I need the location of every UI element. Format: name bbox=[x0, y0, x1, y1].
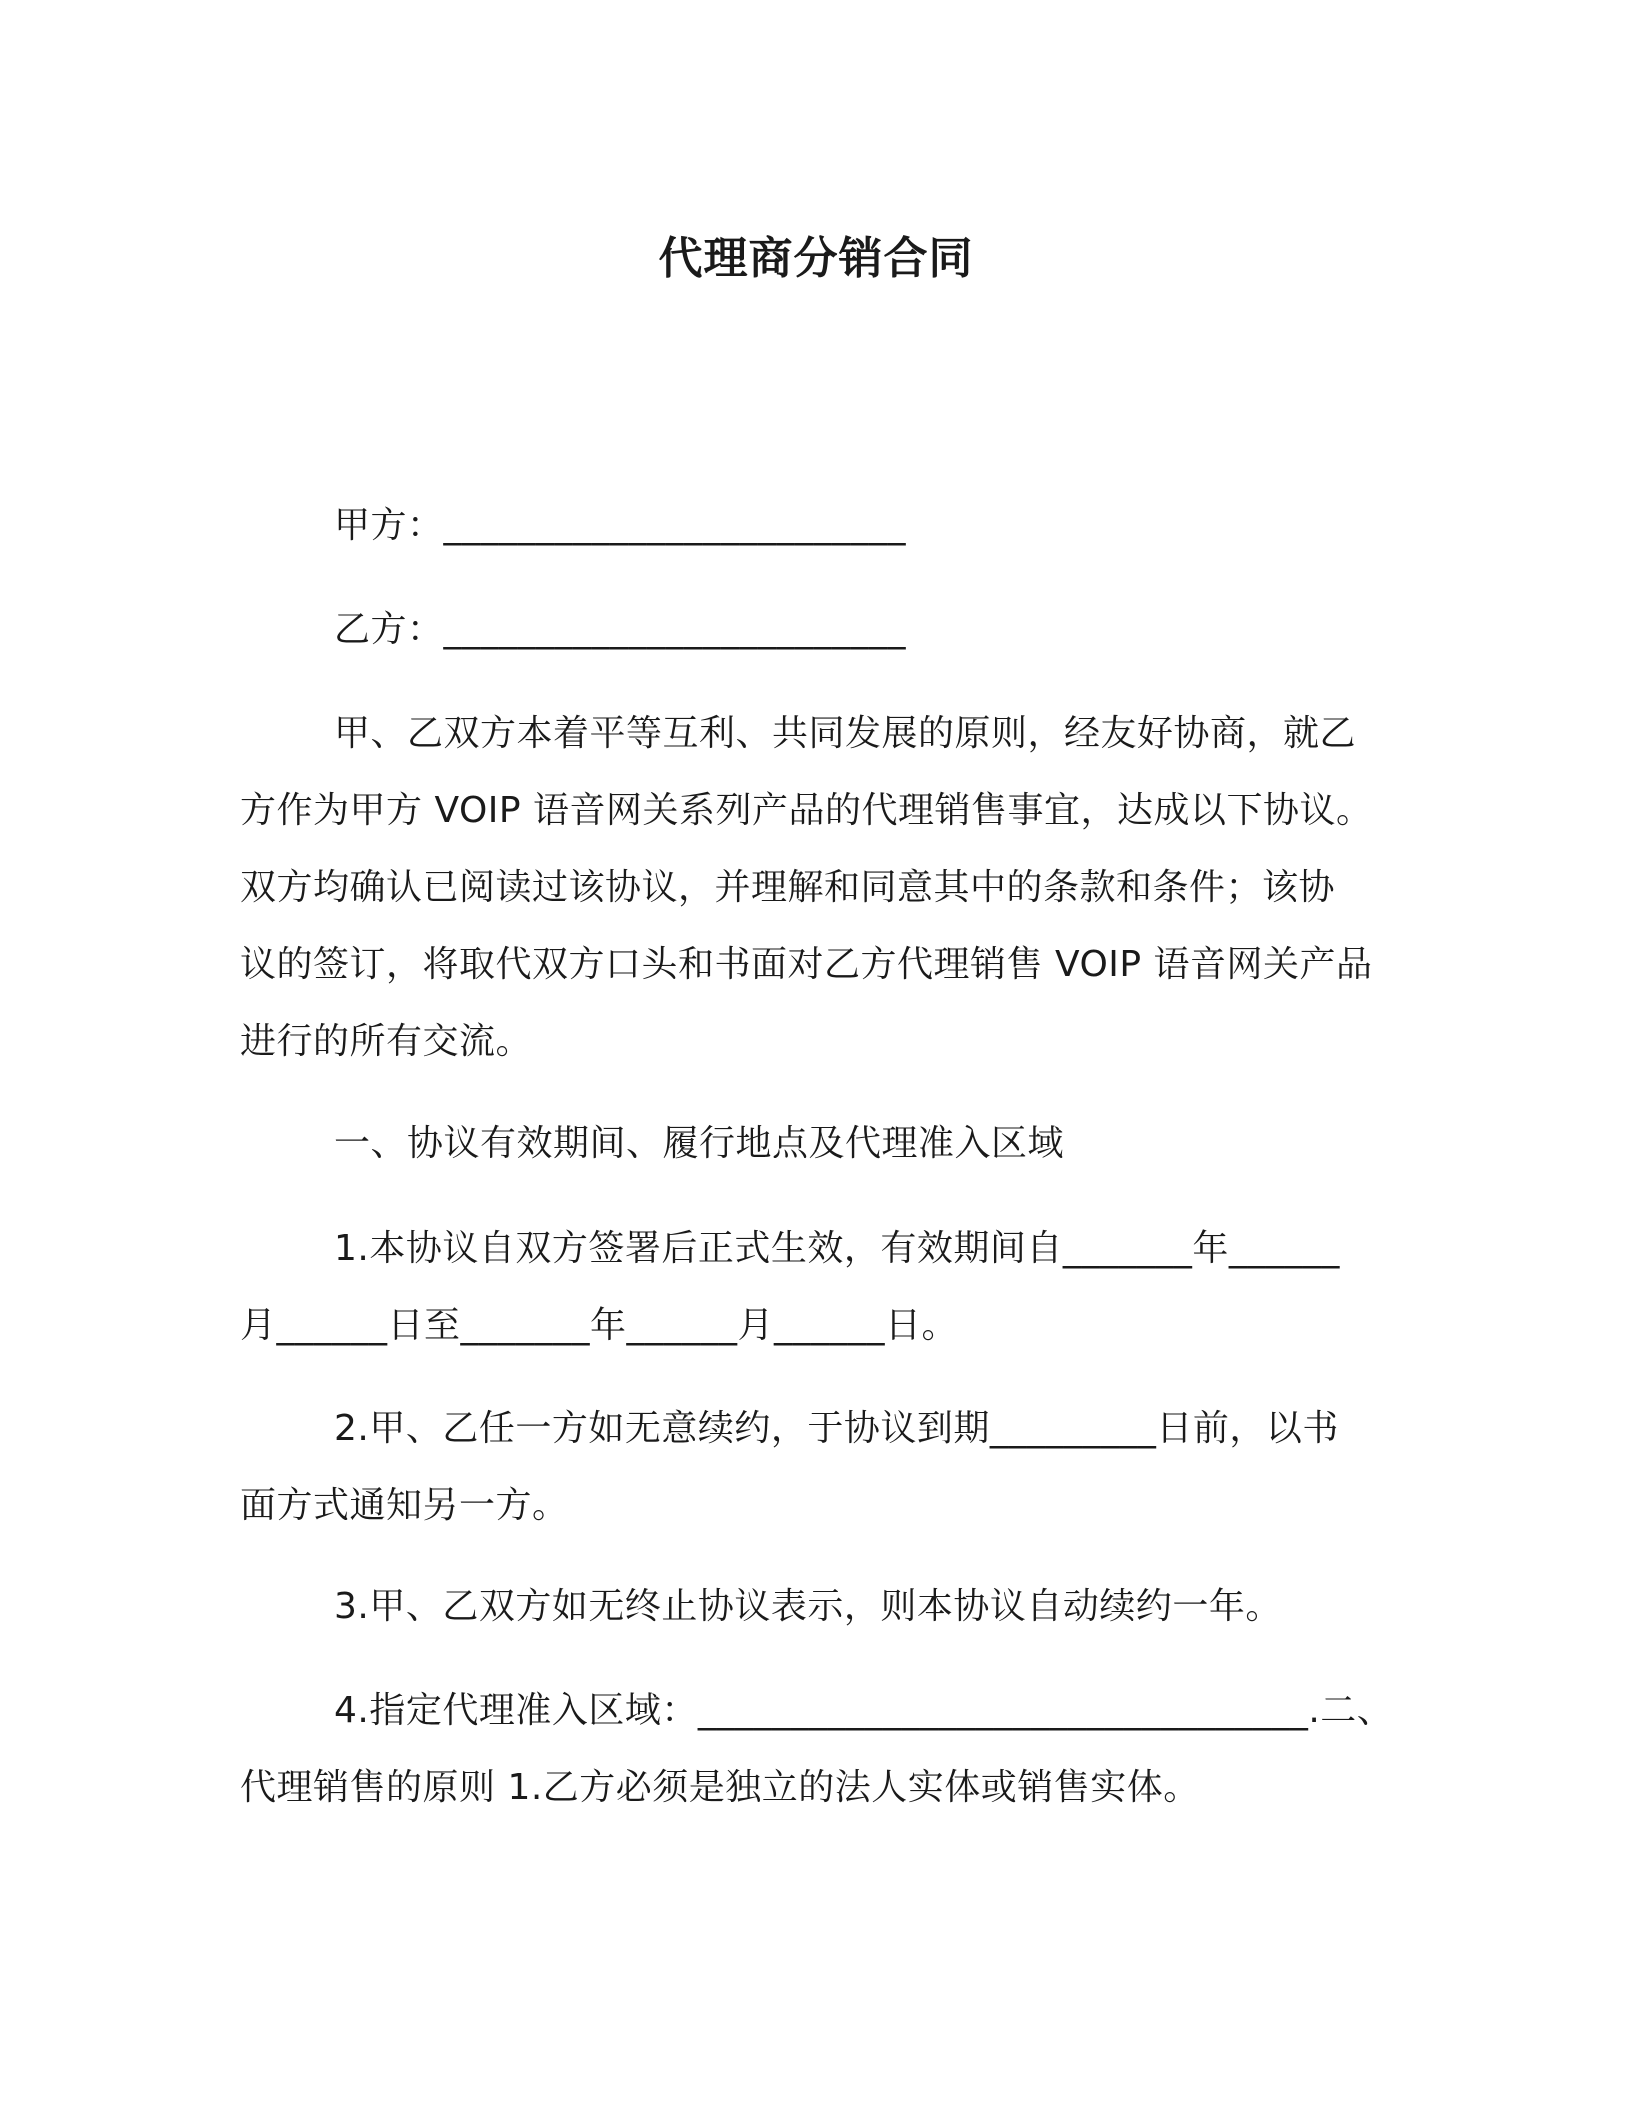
clause-3-line: 3.甲、乙双方如无终止协议表示，则本协议自动续约一年。 bbox=[334, 1586, 1282, 1627]
clause-1-line-2: 月______日至_______年______月______日。 bbox=[240, 1305, 959, 1346]
intro-line-1: 甲、乙双方本着平等互利、共同发展的原则，经友好协商，就乙 bbox=[334, 713, 1357, 754]
party-a-line: 甲方：_________________________ bbox=[334, 505, 907, 546]
intro-line-4: 议的签订，将取代双方口头和书面对乙方代理销售 VOIP 语音网关产品 bbox=[240, 944, 1373, 985]
intro-line-5: 进行的所有交流。 bbox=[240, 1021, 533, 1062]
document-title: 代理商分销合同 bbox=[658, 233, 974, 284]
party-b-line: 乙方：_________________________ bbox=[334, 609, 907, 650]
intro-line-3: 双方均确认已阅读过该协议，并理解和同意其中的条款和条件；该协 bbox=[240, 867, 1336, 908]
clause-4-line-2: 代理销售的原则 1.乙方必须是独立的法人实体或销售实体。 bbox=[240, 1767, 1200, 1808]
clause-1-line-1: 1.本协议自双方签署后正式生效，有效期间自_______年______ bbox=[334, 1228, 1340, 1269]
clause-2-line-2: 面方式通知另一方。 bbox=[240, 1485, 569, 1526]
intro-line-2: 方作为甲方 VOIP 语音网关系列产品的代理销售事宜，达成以下协议。 bbox=[240, 790, 1373, 831]
section-1-heading: 一、协议有效期间、履行地点及代理准入区域 bbox=[334, 1123, 1065, 1164]
clause-4-line-1: 4.指定代理准入区域：_________________________________.二、 bbox=[334, 1690, 1394, 1731]
clause-2-line-1: 2.甲、乙任一方如无意续约，于协议到期_________日前，以书 bbox=[334, 1408, 1339, 1449]
